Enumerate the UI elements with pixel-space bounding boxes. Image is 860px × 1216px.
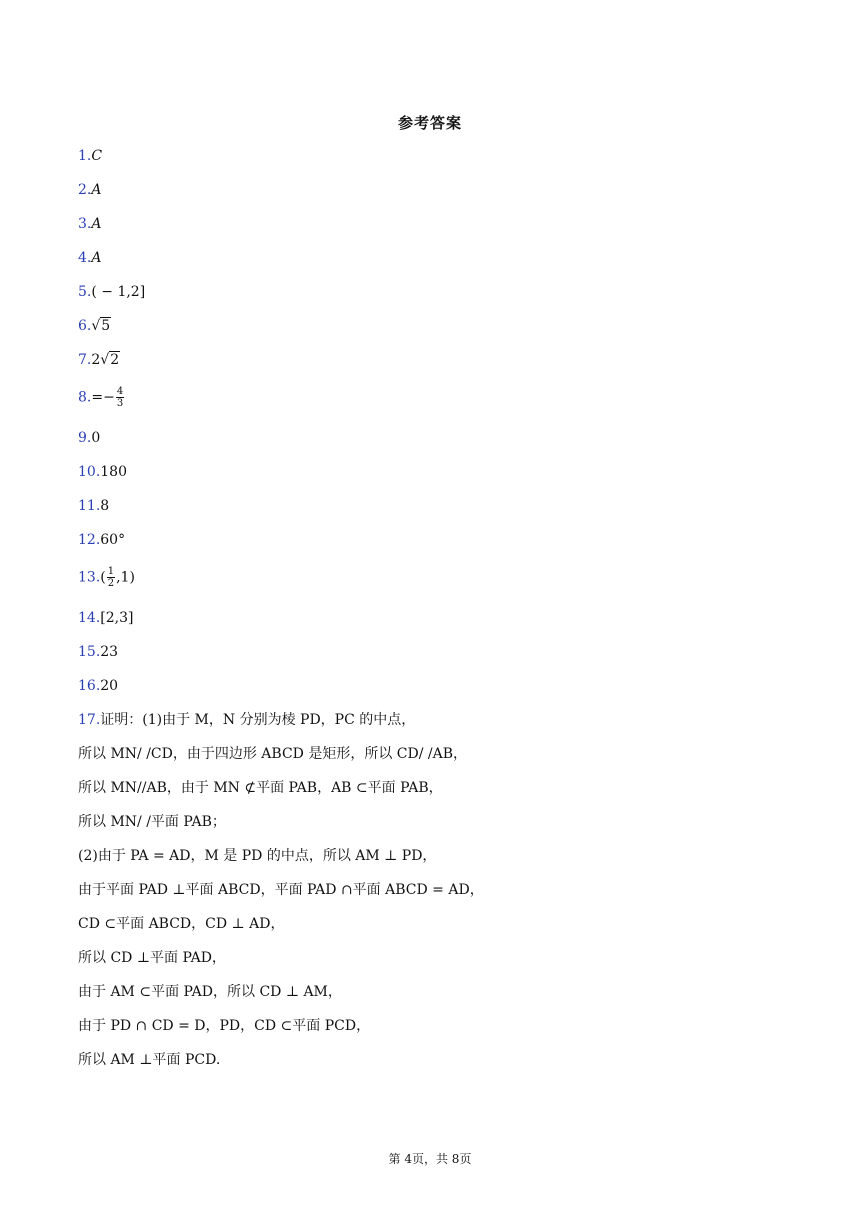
- answer-10: [78, 462, 127, 482]
- sqrt-expression: √2: [100, 352, 120, 368]
- answer-number: 9.: [78, 430, 92, 446]
- proof-text: CD ⊂平面 ABCD，CD ⊥ AD，: [78, 916, 285, 932]
- answer-number: 15.: [78, 644, 101, 660]
- answer-14: [78, 608, 133, 628]
- proof-line: [78, 744, 467, 764]
- proof-text: 所以 AM ⊥平面 PCD.: [78, 1052, 221, 1068]
- proof-text: 由于 AM ⊂平面 PAD，所以 CD ⊥ AM，: [78, 984, 342, 1000]
- answer-number: 13.: [78, 569, 101, 586]
- proof-text: 由于 PD ∩ CD = D，PD，CD ⊂平面 PCD，: [78, 1018, 371, 1034]
- answer-9: [78, 428, 100, 448]
- answer-number: 12.: [78, 532, 101, 548]
- answer-3: [78, 214, 101, 234]
- proof-text: 由于平面 PAD ⊥平面 ABCD，平面 PAD ∩平面 ABCD = AD，: [78, 882, 484, 898]
- page-footer: 第 4页，共 8页: [388, 1152, 472, 1166]
- answer-number: 3.: [78, 216, 92, 232]
- answer-value: 180: [100, 464, 127, 480]
- answer-12: [78, 530, 125, 550]
- answer-number: 2.: [78, 182, 92, 198]
- answer-number: 5.: [78, 284, 92, 300]
- denominator: 2: [107, 578, 115, 589]
- fraction: [107, 566, 115, 589]
- proof-text: 所以 MN//AB，由于 MN ⊄平面 PAB，AB ⊂平面 PAB，: [78, 780, 443, 796]
- answer-13: [78, 566, 135, 589]
- radicand: 5: [101, 318, 111, 334]
- answer-number: 14.: [78, 610, 101, 626]
- answer-value: [2,3]: [100, 610, 134, 626]
- denominator: 3: [116, 398, 124, 409]
- proof-text: (2)由于 PA = AD，M 是 PD 的中点，所以 AM ⊥ PD，: [78, 848, 437, 864]
- answer-7: [78, 350, 120, 370]
- answer-value: C: [91, 148, 103, 164]
- answer-number: 10.: [78, 464, 101, 480]
- numerator: 1: [107, 566, 115, 577]
- answer-number: 1.: [78, 148, 92, 164]
- proof-line: [78, 812, 226, 832]
- answer-value: A: [91, 216, 102, 232]
- answer-prefix: =−: [91, 389, 115, 406]
- proof-line: [78, 846, 436, 866]
- answer-value: 20: [100, 678, 119, 694]
- proof-text: 证明：(1)由于 M，N 分别为棱 PD，PC 的中点，: [100, 712, 416, 728]
- answer-2: [78, 180, 101, 200]
- answer-number: 8.: [78, 389, 92, 406]
- answer-number: 6.: [78, 318, 92, 334]
- numerator: 4: [116, 386, 124, 397]
- proof-text: 所以 MN/ /平面 PAB；: [78, 814, 226, 830]
- proof-line: [78, 982, 342, 1002]
- answer-1: [78, 146, 102, 166]
- answer-number: 16.: [78, 678, 101, 694]
- proof-line: [78, 1050, 220, 1070]
- answer-8: [78, 386, 125, 409]
- radicand: 2: [110, 352, 120, 368]
- coefficient: 2: [91, 352, 101, 368]
- sqrt-expression: √5: [91, 318, 111, 334]
- answer-number: 11.: [78, 498, 101, 514]
- answer-prefix: (: [100, 569, 106, 586]
- answer-value: A: [91, 182, 102, 198]
- answer-suffix: ,1): [116, 569, 135, 586]
- proof-line: [78, 1016, 370, 1036]
- answer-16: [78, 676, 118, 696]
- answer-value: 8: [100, 498, 110, 514]
- answer-4: [78, 248, 101, 268]
- answer-value: 0: [91, 430, 101, 446]
- answer-number: 7.: [78, 352, 92, 368]
- proof-line: [78, 710, 415, 730]
- proof-text: 所以 MN/ /CD，由于四边形 ABCD 是矩形，所以 CD/ /AB，: [78, 746, 468, 762]
- answer-value: 23: [100, 644, 119, 660]
- proof-text: 所以 CD ⊥平面 PAD，: [78, 950, 226, 966]
- proof-line: [78, 914, 285, 934]
- fraction: [116, 386, 124, 409]
- proof-line: [78, 948, 226, 968]
- page-title: 参考答案: [397, 114, 462, 132]
- answer-5: [78, 282, 145, 302]
- answer-value: ( − 1,2]: [91, 284, 146, 300]
- answer-15: [78, 642, 118, 662]
- answer-11: [78, 496, 109, 516]
- answer-value: 60°: [100, 532, 126, 548]
- proof-line: [78, 880, 484, 900]
- answer-number: 4.: [78, 250, 92, 266]
- answer-6: [78, 316, 111, 336]
- answer-value: A: [91, 250, 102, 266]
- answer-number: 17.: [78, 712, 101, 728]
- proof-line: [78, 778, 443, 798]
